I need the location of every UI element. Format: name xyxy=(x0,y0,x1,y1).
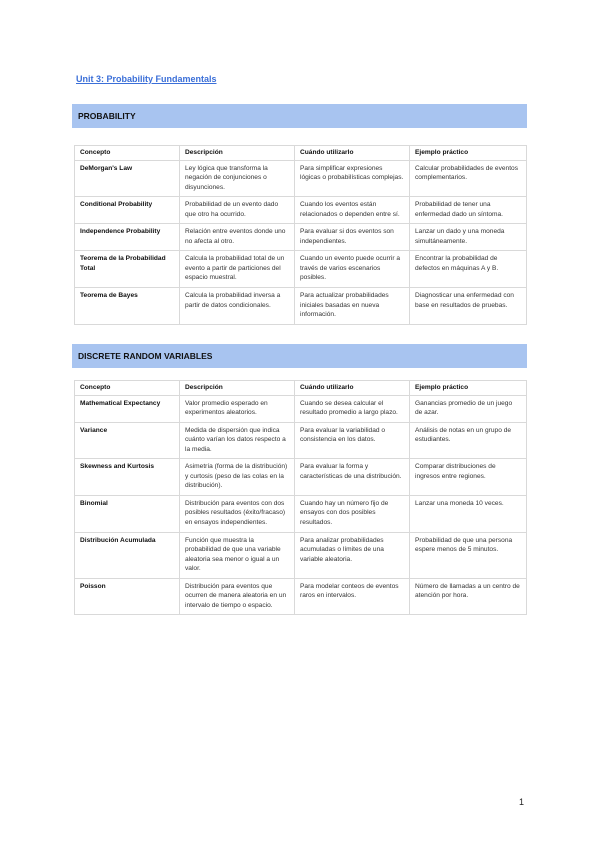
table-row xyxy=(75,395,527,422)
concept-cell: Distribución Acumulada xyxy=(75,532,180,578)
concept-cell: Skewness and Kurtosis xyxy=(75,459,180,496)
table-row xyxy=(75,197,527,224)
table-row xyxy=(75,224,527,251)
description-cell: Asimetría (forma de la distribución) y curtosis (peso de las colas en la distribución). xyxy=(180,459,295,496)
when-to-use-cell: Para evaluar si dos eventos son independientes. xyxy=(295,224,410,251)
example-cell: Ganancias promedio de un juego de azar. xyxy=(410,395,527,422)
column-header: Ejemplo práctico xyxy=(410,381,527,396)
description-cell: Valor promedio esperado en experimentos aleatorios. xyxy=(180,395,295,422)
concept-cell: Conditional Probability xyxy=(75,197,180,224)
when-to-use-cell: Cuando hay un número fijo de ensayos con dos posibles resultados. xyxy=(295,495,410,532)
table-row xyxy=(75,422,527,459)
when-to-use-cell: Cuando los eventos están relacionados o dependen entre sí. xyxy=(295,197,410,224)
concept-cell: Independence Probability xyxy=(75,224,180,251)
table-header-row xyxy=(75,146,527,161)
description-cell: Función que muestra la probabilidad de que una variable aleatoria sea menor o igual a un valor. xyxy=(180,532,295,578)
concept-cell: DeMorgan's Law xyxy=(75,160,180,197)
example-cell: Encontrar la probabilidad de defectos en máquinas A y B. xyxy=(410,251,527,288)
probability-table xyxy=(74,145,527,325)
table-row xyxy=(75,495,527,532)
example-cell: Calcular probabilidades de eventos complementarios. xyxy=(410,160,527,197)
description-cell: Calcula la probabilidad total de un evento a partir de particiones del espacio muestral. xyxy=(180,251,295,288)
concept-cell: Mathematical Expectancy xyxy=(75,395,180,422)
discrete-random-variables-table xyxy=(74,380,527,615)
when-to-use-cell: Para evaluar la variabilidad o consistencia en los datos. xyxy=(295,422,410,459)
description-cell: Relación entre eventos donde uno no afecta al otro. xyxy=(180,224,295,251)
when-to-use-cell: Para actualizar probabilidades iniciales basadas en nueva información. xyxy=(295,288,410,325)
table-row xyxy=(75,459,527,496)
example-cell: Número de llamadas a un centro de atención por hora. xyxy=(410,578,527,615)
table-row xyxy=(75,532,527,578)
table-row xyxy=(75,251,527,288)
table-row xyxy=(75,160,527,197)
section-header-discrete-random-variables xyxy=(72,344,527,368)
column-header: Cuándo utilizarlo xyxy=(295,146,410,161)
when-to-use-cell: Cuando un evento puede ocurrir a través de varios escenarios posibles. xyxy=(295,251,410,288)
table-header-row xyxy=(75,381,527,396)
example-cell: Diagnosticar una enfermedad con base en resultados de pruebas. xyxy=(410,288,527,325)
example-cell: Comparar distribuciones de ingresos entre regiones. xyxy=(410,459,527,496)
concept-cell: Binomial xyxy=(75,495,180,532)
unit-title: Unit 3: Probability Fundamentals xyxy=(76,74,217,84)
example-cell: Probabilidad de tener una enfermedad dado un síntoma. xyxy=(410,197,527,224)
description-cell: Distribución para eventos que ocurren de manera aleatoria en un intervalo de tiempo o espacio. xyxy=(180,578,295,615)
table-row xyxy=(75,578,527,615)
section-title: PROBABILITY xyxy=(78,111,136,121)
page-number: 1 xyxy=(519,797,525,807)
description-cell: Probabilidad de un evento dado que otro ha ocurrido. xyxy=(180,197,295,224)
description-cell: Calcula la probabilidad inversa a partir de datos condicionales. xyxy=(180,288,295,325)
concept-cell: Teorema de Bayes xyxy=(75,288,180,325)
description-cell: Medida de dispersión que indica cuánto varían los datos respecto a la media. xyxy=(180,422,295,459)
column-header: Concepto xyxy=(75,146,180,161)
table-row xyxy=(75,288,527,325)
example-cell: Lanzar un dado y una moneda simultáneamente. xyxy=(410,224,527,251)
concept-cell: Variance xyxy=(75,422,180,459)
example-cell: Análisis de notas en un grupo de estudiantes. xyxy=(410,422,527,459)
column-header: Ejemplo práctico xyxy=(410,146,527,161)
column-header: Descripción xyxy=(180,146,295,161)
example-cell: Probabilidad de que una persona espere menos de 5 minutos. xyxy=(410,532,527,578)
when-to-use-cell: Para simplificar expresiones lógicas o probabilísticas complejas. xyxy=(295,160,410,197)
example-cell: Lanzar una moneda 10 veces. xyxy=(410,495,527,532)
column-header: Concepto xyxy=(75,381,180,396)
when-to-use-cell: Cuando se desea calcular el resultado promedio a largo plazo. xyxy=(295,395,410,422)
concept-cell: Teorema de la Probabilidad Total xyxy=(75,251,180,288)
when-to-use-cell: Para modelar conteos de eventos raros en intervalos. xyxy=(295,578,410,615)
concept-cell: Poisson xyxy=(75,578,180,615)
when-to-use-cell: Para analizar probabilidades acumuladas o límites de una variable aleatoria. xyxy=(295,532,410,578)
column-header: Descripción xyxy=(180,381,295,396)
description-cell: Ley lógica que transforma la negación de conjunciones o disyunciones. xyxy=(180,160,295,197)
section-header-probability xyxy=(72,104,527,128)
when-to-use-cell: Para evaluar la forma y características de una distribución. xyxy=(295,459,410,496)
description-cell: Distribución para eventos con dos posibles resultados (éxito/fracaso) en ensayos independientes. xyxy=(180,495,295,532)
section-title: DISCRETE RANDOM VARIABLES xyxy=(78,351,213,361)
column-header: Cuándo utilizarlo xyxy=(295,381,410,396)
